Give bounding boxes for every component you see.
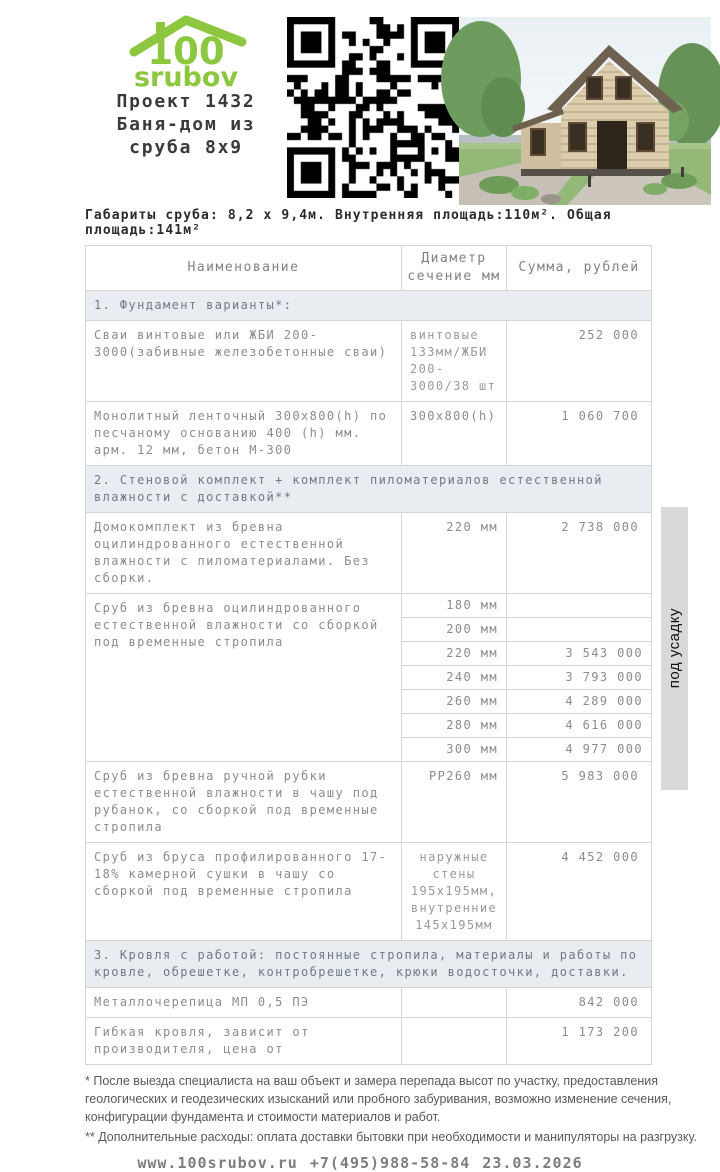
table-row <box>86 843 652 941</box>
price-table-wrap <box>85 245 651 1065</box>
diameter-cell: 260 мм <box>402 690 507 714</box>
footer-phone: +7(495)988-58-84 <box>309 1154 471 1172</box>
diameter-cell: 220 мм <box>402 513 507 594</box>
price-cell: 4 616 000 <box>507 714 652 738</box>
project-title-line2: Баня-дом из <box>116 114 256 135</box>
item-name-cell: Сваи винтовые или ЖБИ 200-3000(забивные железобетонные сваи) <box>86 321 402 402</box>
footer-website: www.100srubov.ru <box>137 1154 298 1172</box>
diameter-cell: 300 мм <box>402 738 507 762</box>
diameter-cell: 240 мм <box>402 666 507 690</box>
price-cell: 4 977 000 <box>507 738 652 762</box>
logo-title-block <box>105 12 267 159</box>
price-cell: 3 543 000 <box>507 642 652 666</box>
price-cell: 842 000 <box>507 988 652 1018</box>
item-name-cell: Гибкая кровля, зависит от производителя, цена от <box>86 1018 402 1065</box>
qr-code <box>287 17 459 198</box>
footer-date: 23.03.2026 <box>482 1154 583 1172</box>
table-row <box>86 402 652 466</box>
price-cell: 252 000 <box>507 321 652 402</box>
qr-code-block <box>287 17 459 198</box>
price-cell: 3 793 000 <box>507 666 652 690</box>
shrink-note-bar <box>661 507 688 790</box>
table-row <box>86 321 652 402</box>
section-title: 2. Стеновой комплект + комплект пиломатериалов естественной влажности с доставкой** <box>86 466 652 513</box>
price-cell <box>507 594 652 618</box>
item-name-cell: Сруб из бревна ручной рубки естественной влажности в чашу под рубанок, со сборкой под временные стропила <box>86 762 402 843</box>
section-header-row <box>86 291 652 321</box>
project-title-line1: Проект 1432 <box>116 91 256 112</box>
item-name-cell: Домокомплект из бревна оцилиндрованного естественной влажности с пиломатериалами. Без сборки. <box>86 513 402 594</box>
price-table-body <box>86 291 652 1065</box>
svg-text:srubov: srubov <box>133 62 239 93</box>
shrink-note-label: под усадку <box>666 608 683 689</box>
table-row <box>86 1018 652 1065</box>
item-name-cell: Сруб из бревна оцилиндрованного естественной влажности со сборкой под временные стропила <box>86 594 402 762</box>
header <box>0 0 720 205</box>
section-header-row <box>86 466 652 513</box>
column-header-sum: Сумма, рублей <box>507 246 652 291</box>
house-photo-block <box>459 17 711 209</box>
diameter-cell <box>402 1018 507 1065</box>
footnotes <box>85 1073 709 1147</box>
section-title: 3. Кровля с работой: постоянные стропила, материалы и работы по кровле, обрешетке, контробрешетке, крюки водосточки, доставки. <box>86 941 652 988</box>
price-cell: 4 452 000 <box>507 843 652 941</box>
footnote-2: ** Дополнительные расходы: оплата доставки бытовки при необходимости и манипуляторы на разгрузку. <box>85 1130 697 1145</box>
price-table <box>85 245 652 1065</box>
section-title: 1. Фундамент варианты*: <box>86 291 652 321</box>
price-cell: 4 289 000 <box>507 690 652 714</box>
table-header-row <box>86 246 652 291</box>
diameter-cell: наружные стены 195х195мм, внутренние 145х195мм <box>402 843 507 941</box>
diameter-cell: 200 мм <box>402 618 507 642</box>
diameter-cell: 180 мм <box>402 594 507 618</box>
price-cell: 5 983 000 <box>507 762 652 843</box>
diameter-cell: РР260 мм <box>402 762 507 843</box>
price-cell: 1 173 200 <box>507 1018 652 1065</box>
diameter-cell: 280 мм <box>402 714 507 738</box>
price-cell: 1 060 700 <box>507 402 652 466</box>
diameter-cell: винтовые 133мм/ЖБИ 200-3000/38 шт <box>402 321 507 402</box>
price-cell: 2 738 000 <box>507 513 652 594</box>
dimensions-line: Габариты сруба: 8,2 х 9,4м. Внутренняя площадь:110м². Общая площадь:141м² <box>85 208 612 238</box>
house-photo <box>459 17 711 205</box>
100srubov-logo-icon <box>116 12 256 93</box>
footer <box>0 1154 720 1172</box>
table-row <box>86 594 652 618</box>
diameter-cell: 300х800(h) <box>402 402 507 466</box>
table-row <box>86 513 652 594</box>
section-header-row <box>86 941 652 988</box>
item-name-cell: Металлочерепица МП 0,5 ПЭ <box>86 988 402 1018</box>
item-name-cell: Сруб из бруса профилированного 17-18% камерной сушки в чашу со сборкой под временные стропила <box>86 843 402 941</box>
project-title-line3: сруба 8х9 <box>129 137 243 158</box>
column-header-diameter: Диаметр сечение мм <box>402 246 507 291</box>
diameter-cell <box>402 988 507 1018</box>
svg-text:100: 100 <box>147 30 225 73</box>
price-cell <box>507 618 652 642</box>
table-row <box>86 988 652 1018</box>
column-header-name: Наименование <box>86 246 402 291</box>
diameter-cell: 220 мм <box>402 642 507 666</box>
footnote-1: * После выезда специалиста на ваш объект и замера перепада высот по участку, предоставления геологических и геодезических изысканий или пробного забуривания, возможно изменение сечения, конфигурации фундамента и стоимости материалов и работ. <box>85 1074 672 1124</box>
item-name-cell: Монолитный ленточный 300х800(h) по песчаному основанию 400 (h) мм. арм. 12 мм, бетон М-300 <box>86 402 402 466</box>
table-row <box>86 762 652 843</box>
